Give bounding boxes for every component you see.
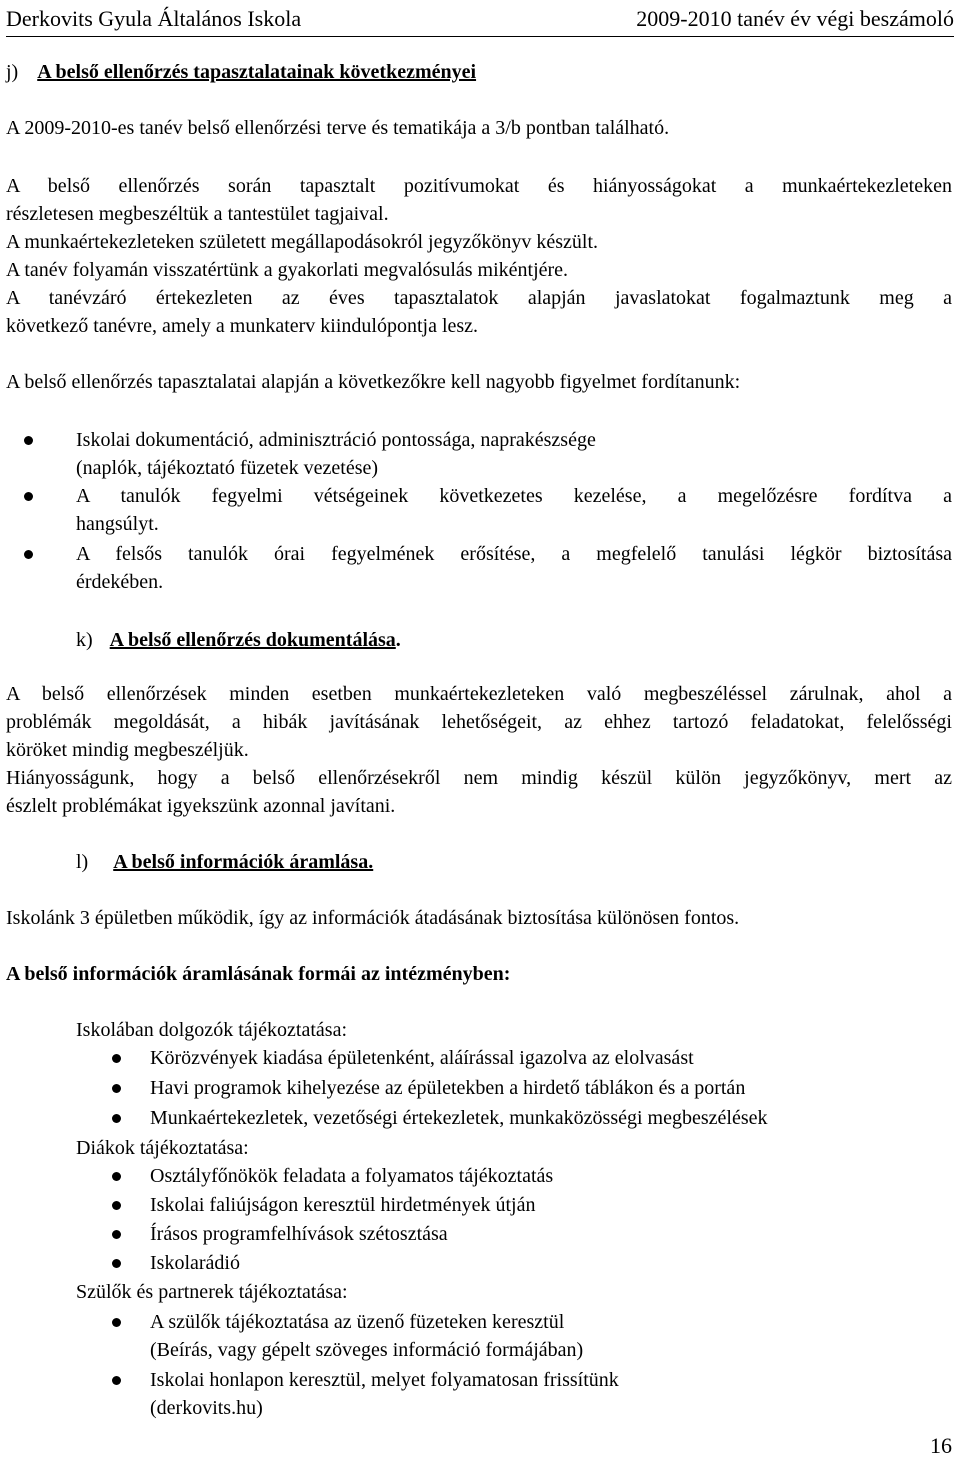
list-item-text: Iskolai faliújságon keresztül hirdetmények útján — [150, 1194, 536, 1216]
bullet-icon — [112, 1054, 121, 1063]
bullet-icon — [112, 1114, 121, 1123]
bullet-icon — [112, 1376, 121, 1385]
section-j-marker: j) — [6, 61, 19, 83]
info-forms-heading — [6, 960, 952, 988]
list-item-line: (Beírás, vagy gépelt szöveges információ formájában) — [150, 1339, 584, 1361]
paragraph-findings — [6, 172, 952, 340]
bullet-icon — [24, 492, 33, 501]
list-item-line: (derkovits.hu) — [150, 1397, 263, 1419]
paragraph-line: Iskolánk 3 épületben működik, így az információk átadásának biztosítása különösen fontos. — [6, 907, 740, 929]
list-item-line: Iskolai honlapon keresztül, melyet folyamatosan frissítünk — [150, 1369, 619, 1391]
bullet-icon — [112, 1318, 121, 1327]
list-item-line: (naplók, tájékoztató füzetek vezetése) — [76, 457, 379, 479]
parents-heading-text: Szülők és partnerek tájékoztatása: — [76, 1281, 348, 1303]
paragraph-line: A belső ellenőrzés tapasztalatai alapján a következőkre kell nagyobb figyelmet fordítanunk: — [6, 371, 741, 393]
list-item-line: A szülők tájékoztatása az üzenő füzeteken keresztül — [150, 1311, 565, 1333]
list-item-line: érdekében. — [76, 571, 164, 593]
info-forms-title: A belső információk áramlásának formái az intézményben: — [6, 963, 511, 985]
list-item — [150, 1044, 952, 1072]
students-heading-text: Diákok tájékoztatása: — [76, 1137, 249, 1159]
bullet-icon — [24, 436, 33, 445]
section-l-heading — [76, 848, 952, 876]
list-item-text: Osztályfőnökök feladata a folyamatos tájékoztatás — [150, 1165, 554, 1187]
section-k-tail: . — [395, 629, 401, 651]
section-k-marker: k) — [76, 629, 93, 651]
staff-heading-text: Iskolában dolgozók tájékoztatása: — [76, 1019, 348, 1041]
paragraph-line: A munkaértekezleteken született megállapodásokról jegyzőkönyv készült. — [6, 231, 599, 253]
list-item-line: A tanulók fegyelmi vétségeinek következetes kezelése, a megelőzésre fordítva a — [76, 485, 952, 507]
bullet-icon — [112, 1172, 121, 1181]
paragraph-plan-location — [6, 114, 952, 142]
section-j-title: A belső ellenőrzés tapasztalatainak következményei — [37, 61, 477, 83]
students-heading — [76, 1134, 952, 1162]
list-item-line: Iskolai dokumentáció, adminisztráció pontossága, naprakészsége — [76, 429, 596, 451]
page-number: 16 — [930, 1433, 952, 1458]
list-item — [150, 1249, 952, 1277]
list-item — [150, 1162, 952, 1190]
paragraph-line: A tanév folyamán visszatértünk a gyakorlati megvalósulás mikéntjére. — [6, 259, 569, 281]
list-item — [150, 1308, 952, 1364]
section-k-title: A belső ellenőrzés dokumentálása — [109, 629, 396, 651]
paragraph-line: köröket mindig megbeszéljük. — [6, 739, 249, 761]
list-item — [150, 1104, 952, 1132]
bullet-icon — [112, 1230, 121, 1239]
paragraph-documentation — [6, 680, 952, 820]
staff-heading — [76, 1016, 952, 1044]
paragraph-line: Hiányosságunk, hogy a belső ellenőrzésekről nem mindig készül külön jegyzőkönyv, mert az — [6, 767, 952, 789]
school-name: Derkovits Gyula Általános Iskola — [6, 6, 302, 31]
paragraph-buildings — [6, 904, 952, 932]
list-item-line: A felsős tanulók órai fegyelmének erősítése, a megfelelő tanulási légkör biztosítása — [76, 543, 952, 565]
focus-item — [76, 540, 952, 596]
paragraph-line: részletesen megbeszéltük a tantestület tagjaival. — [6, 203, 389, 225]
paragraph-line: A belső ellenőrzés során tapasztalt pozitívumokat és hiányosságokat a munkaértekezleteken — [6, 175, 952, 197]
section-k-heading — [76, 626, 952, 654]
paragraph-focus-intro — [6, 368, 952, 396]
list-item-text: Havi programok kihelyezése az épületekben a hirdető táblákon és a portán — [150, 1077, 746, 1099]
list-item — [150, 1220, 952, 1248]
list-item — [150, 1074, 952, 1102]
bullet-icon — [112, 1259, 121, 1268]
list-item-text: Körözvények kiadása épületenként, aláírással igazolva az elolvasást — [150, 1047, 694, 1069]
paragraph-line: problémák megoldását, a hibák javításának lehetőségeit, az ehhez tartozó feladatokat, felelősségi — [6, 711, 952, 733]
page-header — [6, 4, 954, 37]
list-item — [150, 1191, 952, 1219]
bullet-icon — [24, 550, 33, 559]
section-j-heading — [6, 58, 952, 86]
focus-item — [76, 482, 952, 538]
parents-heading — [76, 1278, 952, 1306]
section-l-title: A belső információk áramlása. — [113, 851, 374, 873]
paragraph-line: A tanévzáró értekezleten az éves tapasztalatok alapján javaslatokat fogalmaztunk meg a — [6, 287, 952, 309]
list-item-text: Munkaértekezletek, vezetőségi értekezletek, munkaközösségi megbeszélések — [150, 1107, 768, 1129]
bullet-icon — [112, 1084, 121, 1093]
list-item — [150, 1366, 952, 1422]
section-l-marker: l) — [76, 851, 89, 873]
paragraph-line: A belső ellenőrzések minden esetben munkaértekezleteken való megbeszéléssel zárulnak, ahol a — [6, 683, 952, 705]
paragraph-text: A 2009-2010-es tanév belső ellenőrzési terve és tematikája a 3/b pontban található. — [6, 117, 670, 139]
list-item-line: hangsúlyt. — [76, 513, 159, 535]
list-item-text: Írásos programfelhívások szétosztása — [150, 1223, 448, 1245]
bullet-icon — [112, 1201, 121, 1210]
paragraph-line: észlelt problémákat igyekszünk azonnal javítani. — [6, 795, 396, 817]
report-title: 2009-2010 tanév év végi beszámoló — [636, 6, 954, 31]
focus-item — [76, 426, 952, 482]
paragraph-line: következő tanévre, amely a munkaterv kiindulópontja lesz. — [6, 315, 479, 337]
list-item-text: Iskolarádió — [150, 1252, 240, 1274]
